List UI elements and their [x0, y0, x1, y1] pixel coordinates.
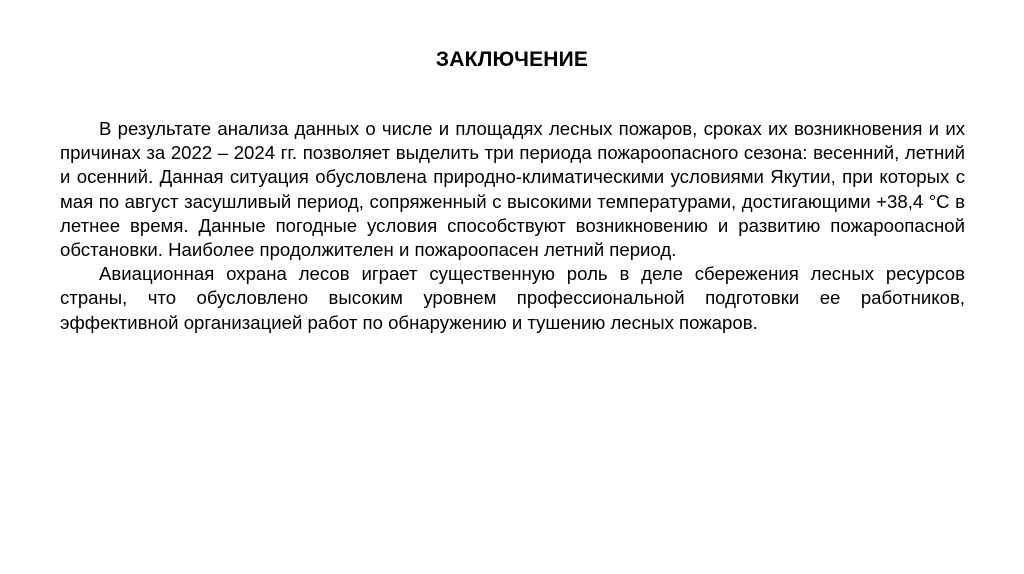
slide-title: ЗАКЛЮЧЕНИЕ — [435, 48, 589, 71]
paragraph-analysis: В результате анализа данных о числе и площадях лесных пожаров, сроках их возникновения и их причинах за 2022 – 2024 гг. позволяет выделить три периода пожароопасного сезона: весенний, летний и осенний. Данная ситуация обусловлена природно-климатическими условиями Якутии, при которых с мая по август засушливый период, сопряженный с высокими температурами, достигающими +38,4 °С в летнее время. Данные погодные условия способствуют возникновению и развитию пожароопасной обстановки. Наиболее продолжителен и пожароопасен летний период. — [60, 118, 965, 261]
paragraph-aviation: Авиационная охрана лесов играет существенную роль в деле сбережения лесных ресурсов страны, что обусловлено высоким уровнем профессиональной подготовки ее работников, эффективной организацией работ по обнаружению и тушению лесных пожаров. — [60, 263, 965, 333]
slide-body — [60, 117, 965, 335]
